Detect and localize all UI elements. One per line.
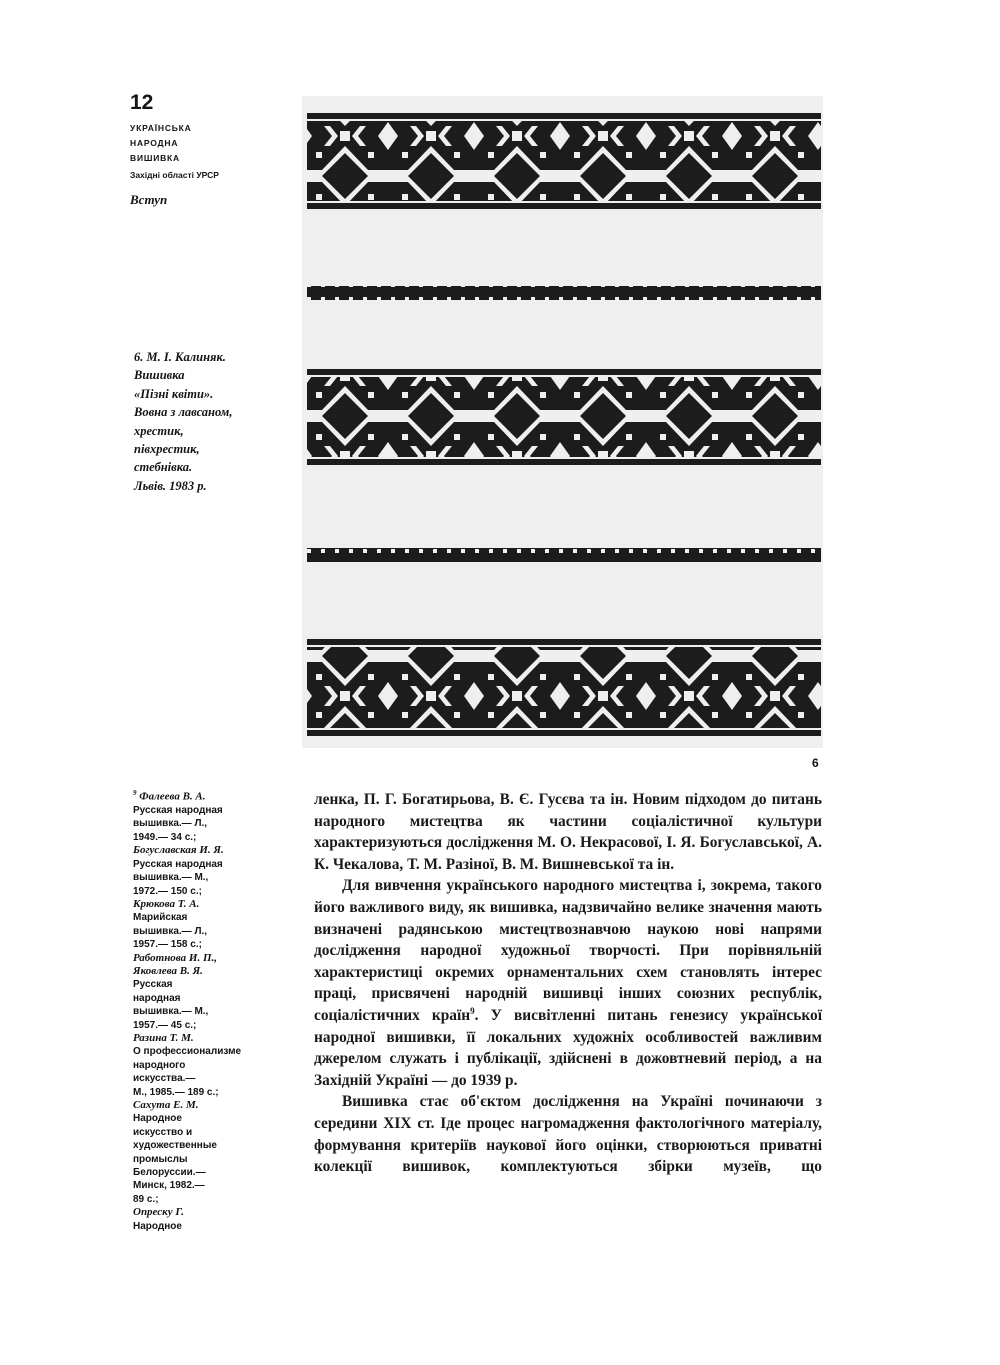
footnote-line [133, 1166, 293, 1179]
footnote-line [133, 787, 293, 804]
figure-caption [134, 348, 284, 495]
footnote-text: Работнова И. П., [133, 951, 218, 964]
footnote-text: Сахута Е. М. [133, 1099, 199, 1111]
footnote-text: Русская народная [133, 858, 223, 870]
footnote-text: 1972.— 150 с.; [133, 885, 202, 897]
page-number: 12 [130, 91, 154, 114]
caption-line: хрестик, [134, 423, 184, 438]
footnote-line [133, 871, 293, 884]
book-subtitle: Західні області УРСР [130, 170, 219, 180]
footnote-line [133, 1153, 293, 1166]
footnote-reference: 9 [470, 1005, 475, 1016]
caption-line: 6. М. І. Калиняк. [134, 350, 226, 364]
footnote-text: Минск, 1982.— [133, 1180, 205, 1192]
footnote-line [133, 1019, 293, 1032]
footnote-line [133, 804, 293, 817]
footnote-text: 1949.— 34 с.; [133, 831, 197, 843]
footnote-text: народная [133, 992, 181, 1004]
footnote-text: искусство и [133, 1126, 193, 1138]
caption-line: Львів. 1983 р. [134, 478, 207, 493]
section-title: Вступ [130, 192, 168, 207]
caption-line: півхрестик, [134, 442, 200, 457]
footnote-text: народного [133, 1059, 186, 1071]
book-title-line: НАРОДНА [130, 138, 179, 148]
body-paragraph: Вишивка стає об'єктом дослідження на Україні починаючи з середини XIX ст. Іде процес нагромадження фактологічного матеріалу, формування критеріїв наукової його оцінки, створюються приватні колекції вишивок, комплектуються збірки музеїв, що [314, 1093, 822, 1176]
caption-line: Вовна з лавсаном, [134, 405, 233, 420]
footnote-text: художественные [133, 1140, 217, 1152]
embroidery-band-narrow [307, 286, 821, 300]
figure-number: 6 [812, 756, 819, 770]
footnote-text: Опреску Г. [133, 1206, 184, 1219]
footnote-line [133, 1206, 293, 1219]
embroidery-band-narrow [307, 548, 821, 562]
footnote-line [133, 1059, 293, 1072]
footnote-line [133, 831, 293, 844]
footnote-text: Белоруссии.— [133, 1167, 206, 1179]
footnote-text: 1957.— 45 с.; [133, 1019, 197, 1031]
footnote-text: Русская [133, 979, 173, 991]
body-paragraph: Для вивчення українського народного мистецтва і, зокрема, такого його важливого виду, як вишивка, надзвичайно велике значення мають визначені радянською мистецтвознавчою наукою нові напрями дослідження народної художньої творчості. При порівняльній характеристиці окремих орнаментальних схем становлять інтерес праці, присвячені народній вишивці інших союзних республік, соціалістичних країн$^9$. У висвітленні питань генезису української народної вишивки, її локальних художніх особливостей важливим джерелом служать і публікації, здійснені в дожовтневий період, а на Західній Україні — до 1939 р. [314, 877, 822, 1089]
footnote-line [133, 1179, 293, 1192]
book-title-line: УКРАЇНСЬКА [130, 123, 192, 133]
footnote-text: Яковлева В. Я. [133, 964, 203, 977]
footnote-line [133, 1005, 293, 1018]
footnote-text: вышивка.— Л., [133, 818, 208, 830]
footnote-line [133, 817, 293, 830]
footnote-text: М., 1985.— 189 с.; [133, 1086, 219, 1098]
footnote-line [133, 1045, 293, 1058]
footnote-line [133, 965, 293, 978]
footnote-text: промыслы [133, 1153, 188, 1165]
footnote-line [133, 1112, 293, 1125]
embroidery-band-wide [307, 369, 821, 465]
footnote-line [133, 992, 293, 1005]
footnote-text: 89 с.; [133, 1193, 159, 1205]
footnote-text: Богуславская И. Я. [133, 844, 224, 857]
footnote-text: 1957.— 158 с.; [133, 939, 202, 951]
footnote-line [133, 1220, 293, 1233]
footnote-line [133, 925, 293, 938]
footnote-line [133, 858, 293, 871]
footnote-line [133, 911, 293, 924]
book-title [130, 121, 290, 166]
footnote-line [133, 978, 293, 991]
sidebar-header [130, 92, 290, 208]
footnote-line [133, 1126, 293, 1139]
footnote-text: Народное [133, 1113, 182, 1125]
footnote-line [133, 952, 293, 965]
footnote-line [133, 1139, 293, 1152]
footnote-text: Крюкова Т. А. [133, 897, 200, 910]
footnote-line [133, 1032, 293, 1045]
body-paragraph: ленка, П. Г. Богатирьова, В. Є. Гусєва та ін. Новим підходом до питань народного мистецтва як частини соціалістичної культури характеризуються дослідження М. О. Некрасової, І. Я. Богуславської, А. К. Чекалова, Т. М. Разіної, В. М. Вишневської та ін. [314, 791, 822, 873]
footnote-line [133, 844, 293, 857]
footnote-text: Народное [133, 1220, 182, 1232]
footnote-text: Разина Т. М. [133, 1031, 194, 1044]
footnote-text: искусства.— [133, 1073, 196, 1085]
book-title-line: ВИШИВКА [130, 153, 180, 163]
caption-line: стебнівка. [134, 460, 193, 475]
footnotes [133, 787, 293, 1233]
footnote-text: О профессионализме [133, 1046, 242, 1058]
footnote-line [133, 898, 293, 911]
footnote-text: вышивка.— М., [133, 1006, 209, 1018]
embroidery-band-wide [307, 113, 821, 209]
footnote-line [133, 1193, 293, 1206]
footnote-text: Русская народная [133, 805, 223, 817]
footnote-line [133, 1072, 293, 1085]
embroidery-band-wide [307, 639, 821, 736]
caption-line: Вишивка [134, 368, 185, 383]
footnote-marker: 9 [133, 789, 137, 797]
footnote-text: вышивка.— Л., [133, 925, 208, 937]
embroidery-illustration [302, 96, 823, 748]
footnote-line [133, 938, 293, 951]
footnote-text: вышивка.— М., [133, 872, 209, 884]
embroidery-photo [302, 96, 823, 748]
footnote-text: Марийская [133, 912, 188, 924]
body-text [314, 789, 822, 1178]
footnote-line [133, 885, 293, 898]
footnote-line [133, 1099, 293, 1112]
caption-line: «Пізні квіти». [134, 386, 214, 401]
footnote-text: Фалеева В. А. [139, 790, 206, 803]
footnote-line [133, 1086, 293, 1099]
